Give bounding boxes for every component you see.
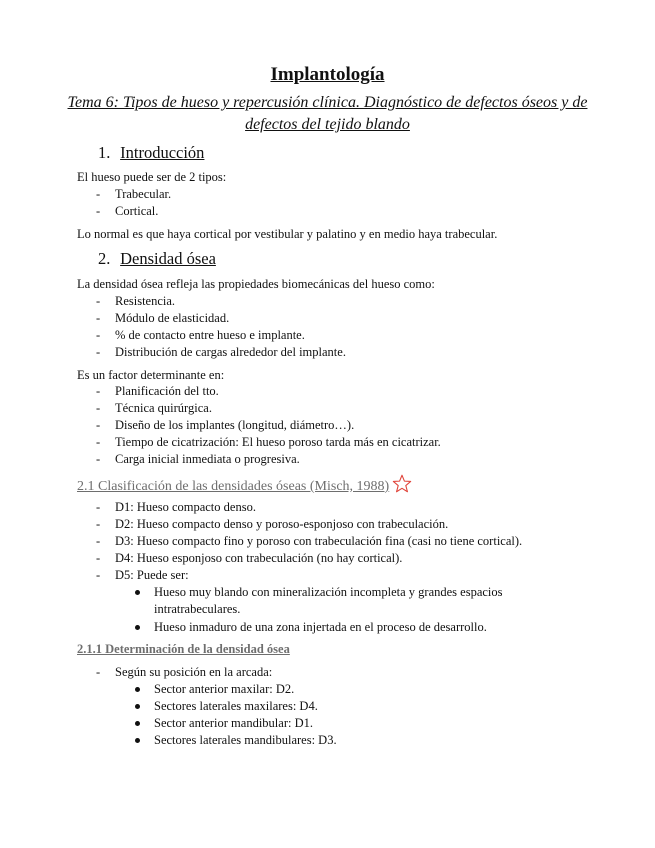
bullet-item: Sectores laterales maxilares: D4. — [135, 698, 555, 715]
list-item: - D5: Puede ser: — [96, 568, 189, 582]
list-item: - D1: Hueso compacto denso. — [96, 500, 256, 514]
bullet-item: Hueso inmaduro de una zona injertada en el proceso de desarrollo. — [135, 619, 555, 636]
list-item: - Módulo de elasticidad. — [96, 311, 230, 325]
subsection-heading-clasificacion: 2.1 Clasificación de las densidades óseas (Misch, 1988) — [77, 474, 412, 500]
list-item: - Trabecular. — [96, 187, 172, 201]
bullet-dot — [135, 738, 140, 743]
list-item: - Según su posición en la arcada: — [96, 665, 273, 679]
list-item: - Resistencia. — [96, 294, 176, 308]
list-item: - Técnica quirúrgica. — [96, 401, 212, 415]
section-heading-introduccion — [98, 143, 204, 163]
section-heading-densidad — [98, 249, 216, 269]
list-item: - Planificación del tto. — [96, 384, 219, 398]
paragraph: Es un factor determinante en: — [77, 368, 225, 382]
section-number: 1. — [98, 143, 111, 162]
page-title: Implantología — [270, 64, 385, 85]
paragraph: Lo normal es que haya cortical por vestibular y palatino y en medio haya trabecular. — [77, 227, 498, 241]
bullet-dot — [135, 590, 140, 595]
bullet-dot — [135, 687, 140, 692]
list-item: - Carga inicial inmediata o progresiva. — [96, 452, 300, 466]
section-title: Introducción — [120, 143, 205, 162]
bullet-dot — [135, 625, 140, 630]
list-item: - D4: Hueso esponjoso con trabeculación (no hay cortical). — [96, 551, 403, 565]
bullet-dot — [135, 704, 140, 709]
paragraph: La densidad ósea refleja las propiedades biomecánicas del hueso como: — [77, 277, 435, 291]
list-item: - D3: Hueso compacto fino y poroso con trabeculación fina (casi no tiene cortical). — [96, 534, 523, 548]
bullet-item: Sectores laterales mandibulares: D3. — [135, 732, 555, 749]
section-number: 2. — [98, 249, 111, 268]
list-item: - Tiempo de cicatrización: El hueso poroso tarda más en cicatrizar. — [96, 435, 441, 449]
section-title: Densidad ósea — [120, 249, 216, 268]
list-item: - Cortical. — [96, 204, 159, 218]
bullet-item: Hueso muy blando con mineralización incompleta y grandes espacios intratrabeculares. — [135, 584, 555, 618]
list-item: - D2: Hueso compacto denso y poroso-esponjoso con trabeculación. — [96, 517, 449, 531]
subsubsection-heading-determinacion: 2.1.1 Determinación de la densidad ósea — [77, 642, 290, 656]
list-item: - % de contacto entre hueso e implante. — [96, 328, 305, 342]
list-item: - Diseño de los implantes (longitud, diámetro…). — [96, 418, 355, 432]
page-subtitle: Tema 6: Tipos de hueso y repercusión clínica. Diagnóstico de defectos óseos y de defectos del tejido blando — [67, 94, 588, 133]
star-outline-icon — [392, 474, 412, 500]
bullet-item: Sector anterior maxilar: D2. — [135, 681, 555, 698]
bullet-item: Sector anterior mandibular: D1. — [135, 715, 555, 732]
list-item: - Distribución de cargas alrededor del implante. — [96, 345, 346, 359]
paragraph: El hueso puede ser de 2 tipos: — [77, 170, 227, 184]
bullet-dot — [135, 721, 140, 726]
